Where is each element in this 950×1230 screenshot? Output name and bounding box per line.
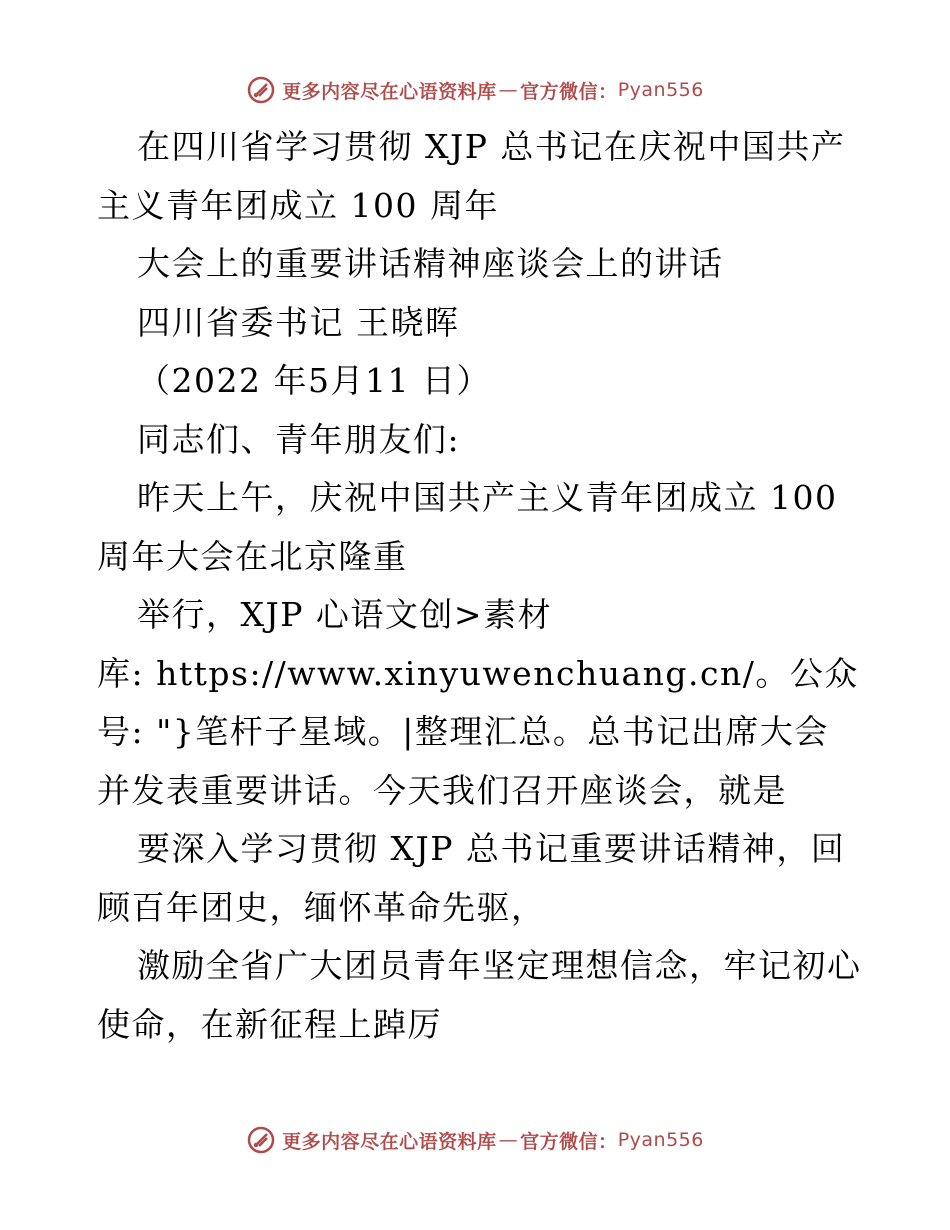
document-body	[97, 118, 862, 1054]
author-line: 四川省委书记 王晓晖	[137, 302, 460, 342]
footer-watermark	[0, 1120, 950, 1160]
watermark-wechat-id: Pyan556	[617, 1129, 704, 1151]
watermark-wechat-label: 官方微信：	[520, 1130, 618, 1153]
title-line-1: 在四川省学习贯彻 XJP 总书记在庆祝中国共产	[137, 127, 846, 166]
title-line-2: 主义青年团成立 100 周年	[97, 185, 499, 225]
title-line-3: 大会上的重要讲话精神座谈会上的讲话	[137, 244, 724, 283]
paragraph-line: 昨天上午，庆祝中国共产主义青年团成立 100	[137, 478, 838, 517]
paragraph-line: 库: https://www.xinyuwenchuang.cn/。公众	[97, 653, 859, 693]
paragraph-line: 号: "}笔杆子星域。|整理汇总。总书记出席大会	[97, 712, 829, 751]
quill-seal-icon	[246, 75, 276, 105]
salutation-line: 同志们、青年朋友们:	[137, 419, 461, 459]
paragraph-line: 顾百年团史，缅怀革命先驱，	[97, 887, 546, 927]
quill-seal-icon	[246, 1125, 276, 1155]
watermark-separator: —	[498, 1129, 519, 1151]
watermark-text: 更多内容尽在心语资料库	[282, 1130, 497, 1153]
watermark-separator: —	[498, 79, 519, 101]
watermark-wechat-id: Pyan556	[617, 79, 704, 101]
header-watermark	[0, 70, 950, 110]
watermark-wechat-label: 官方微信：	[520, 80, 618, 103]
date-line: （2022 年5月11 日）	[137, 361, 491, 400]
paragraph-line: 使命，在新征程上踔厉	[97, 1004, 442, 1044]
paragraph-line: 激励全省广大团员青年坚定理想信念，牢记初心	[137, 946, 862, 985]
watermark-text: 更多内容尽在心语资料库	[282, 80, 497, 103]
paragraph-line: 举行，XJP 心语文创>素材	[137, 595, 553, 634]
paragraph-line: 周年大会在北京隆重	[97, 536, 408, 576]
paragraph-line: 并发表重要讲话。今天我们召开座谈会，就是	[97, 770, 787, 810]
paragraph-line: 要深入学习贯彻 XJP 总书记重要讲话精神，回	[137, 829, 846, 868]
